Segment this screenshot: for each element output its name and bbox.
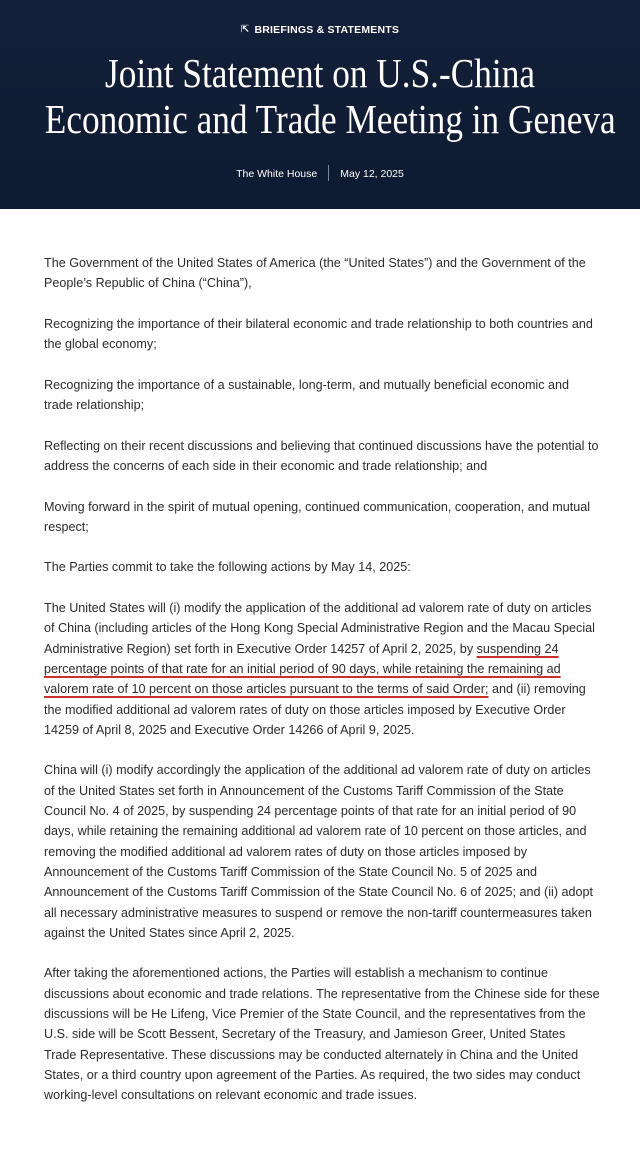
page-title-line2: Economic and Trade Meeting in Geneva xyxy=(44,96,616,142)
article-body xyxy=(44,253,600,1126)
publish-date: May 12, 2025 xyxy=(340,168,404,180)
paragraph-7 xyxy=(44,598,600,740)
paragraph-7-start: The United States will (i) modify the application of the additional ad valorem rate of duty on articles of China (including articles of the Hong Kong Special Administrative Region and the Macau Special Administrative Region) set forth in Executive Order 14257 of April 2, 2025, by xyxy=(44,601,595,656)
paragraph-7-end: and (ii) removing the modified additional ad valorem rates of duty on those articles imposed by Executive Order 14259 of April 8, 2025 and Executive Order 14266 of April 9, 2025. xyxy=(44,682,586,737)
underlined-passage: suspending 24 percentage points of that rate for an initial period of 90 days, while retaining the remaining ad valorem rate of 10 percent on those articles pursuant to the terms of said Order; xyxy=(44,641,561,697)
paragraph-1: The Government of the United States of America (the “United States”) and the Government of the People’s Republic of China (“China”), xyxy=(44,256,586,291)
page-header xyxy=(0,0,640,209)
meta-divider xyxy=(328,165,329,181)
breadcrumb-label[interactable]: BRIEFINGS & STATEMENTS xyxy=(254,24,400,36)
paragraph-6: The Parties commit to take the following actions by May 14, 2025: xyxy=(44,560,411,575)
article-meta xyxy=(0,165,640,181)
breadcrumb[interactable] xyxy=(0,24,640,36)
page-title xyxy=(44,50,616,142)
paragraph-4: Reflecting on their recent discussions and believing that continued discussions have the potential to address the concerns of each side in their economic and trade relationship; and xyxy=(44,438,599,473)
page-title-line1: Joint Statement on U.S.-China xyxy=(105,50,535,96)
arrow-icon: ⇱ xyxy=(240,24,250,35)
paragraph-3: Recognizing the importance of a sustainable, long-term, and mutually beneficial economic and trade relationship; xyxy=(44,377,570,413)
author[interactable]: The White House xyxy=(236,168,318,180)
paragraph-8: China will (i) modify accordingly the application of the additional ad valorem rate of duty on articles of the United States set forth in Announcement of the Customs Tariff Commission of the State Council No. 4 of 2025, by suspending 24 percentage points of that rate for an initial period of 90 days, while retaining the remaining additional ad valorem rate of 10 percent on those articles, and removing the modified additional ad valorem rates of duty on those articles imposed by Announcement of the Customs Tariff Commission of the State Council No. 5 of 2025 and Announcement of the Customs Tariff Commission of the State Council No. 6 of 2025; and (ii) adopt all necessary administrative measures to suspend or remove the non-tariff countermeasures taken against the United States since April 2, 2025. xyxy=(44,763,594,940)
paragraph-9: After taking the aforementioned actions, the Parties will establish a mechanism to continue discussions about economic and trade relations. The representative from the Chinese side for these discussions will be He Lifeng, Vice Premier of the State Council, and the representatives from the U.S. side will be Scott Bessent, Secretary of the Treasury, and Jamieson Greer, United States Trade Representative. These discussions may be conducted alternately in China and the United States, or a third country upon agreement of the Parties. As required, the two sides may conduct working-level consultations on relevant economic and trade issues. xyxy=(44,966,600,1103)
paragraph-5: Moving forward in the spirit of mutual opening, continued communication, cooperation, and mutual respect; xyxy=(44,499,591,534)
paragraph-2: Recognizing the importance of their bilateral economic and trade relationship to both countries and the global economy; xyxy=(44,316,593,352)
